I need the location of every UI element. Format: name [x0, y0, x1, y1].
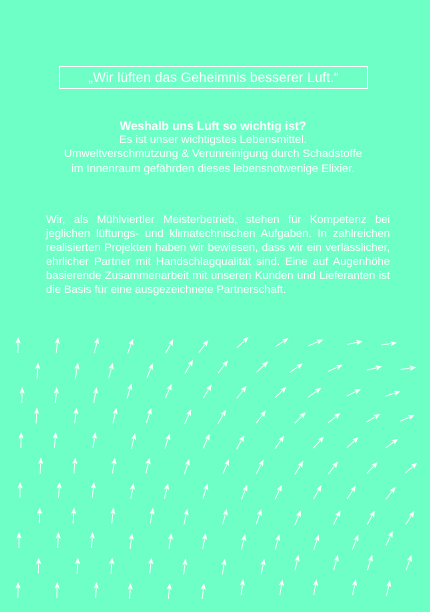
- airflow-arrow-icon: [109, 507, 116, 524]
- airflow-arrow-icon: [234, 434, 246, 451]
- airflow-arrow-icon: [110, 407, 119, 424]
- airflow-arrow-icon: [350, 579, 358, 596]
- airflow-arrow-icon: [38, 457, 44, 473]
- airflow-arrow-icon: [16, 532, 21, 548]
- airflow-arrow-icon: [384, 437, 400, 451]
- airflow-arrow-icon: [162, 433, 172, 450]
- airflow-arrow-icon: [128, 483, 136, 500]
- airflow-arrow-icon: [288, 361, 304, 374]
- airflow-arrow-icon: [220, 508, 229, 525]
- airflow-arrow-icon: [34, 407, 40, 423]
- airflow-arrow-icon: [36, 557, 42, 573]
- airflow-arrow-icon: [106, 362, 115, 379]
- airflow-arrow-icon: [331, 554, 340, 571]
- airflow-arrow-icon: [254, 508, 264, 525]
- airflow-arrow-icon: [307, 386, 323, 400]
- airflow-arrow-icon: [216, 359, 230, 375]
- airflow-arrow-icon: [201, 433, 212, 450]
- airflow-arrow-icon: [311, 534, 321, 551]
- airflow-arrow-icon: [125, 383, 135, 400]
- airflow-arrow-icon: [71, 457, 78, 473]
- airflow-arrow-icon: [125, 338, 135, 355]
- airflow-arrow-icon: [127, 583, 133, 599]
- airflow-arrow-icon: [235, 335, 250, 350]
- airflow-arrow-icon: [326, 460, 340, 476]
- airflow-arrow-icon: [404, 510, 417, 526]
- airflow-arrow-icon: [52, 432, 58, 448]
- airflow-arrow-icon: [147, 557, 154, 573]
- airflow-arrow-icon: [235, 384, 249, 400]
- airflow-arrow-icon: [201, 383, 214, 399]
- airflow-arrow-icon: [19, 387, 25, 403]
- airflow-arrow-icon: [200, 533, 208, 550]
- airflow-arrow-icon: [273, 484, 284, 501]
- airflow-arrow-icon: [400, 365, 417, 372]
- airflow-arrow-icon: [70, 507, 76, 523]
- airflow-arrow-icon: [311, 484, 323, 500]
- airflow-arrow-icon: [311, 579, 319, 596]
- airflow-arrow-icon: [37, 507, 43, 523]
- airflow-arrow-icon: [166, 583, 173, 599]
- airflow-arrow-icon: [384, 580, 393, 597]
- airflow-arrow-icon: [200, 583, 207, 599]
- airflow-arrow-icon: [72, 407, 79, 424]
- airflow-arrow-icon: [197, 338, 211, 354]
- airflow-arrow-icon: [183, 358, 196, 374]
- airflow-arrow-icon: [365, 554, 375, 571]
- airflow-arrow-icon: [162, 483, 171, 500]
- airflow-arrow-icon: [110, 457, 118, 474]
- airflow-arrow-icon: [18, 432, 24, 448]
- airflow-arrow-icon: [89, 532, 95, 548]
- airflow-arrow-icon: [220, 458, 231, 475]
- airflow-arrow-icon: [255, 359, 270, 374]
- airflow-arrow-icon: [273, 534, 282, 551]
- airflow-arrow-icon: [273, 385, 288, 400]
- airflow-arrow-icon: [90, 432, 98, 449]
- airflow-arrow-icon: [166, 533, 174, 550]
- airflow-arrow-icon: [385, 389, 402, 399]
- airflow-arrow-icon: [347, 339, 364, 347]
- airflow-arrow-icon: [182, 458, 192, 475]
- airflow-arrow-icon: [75, 557, 81, 573]
- airflow-arrow-icon: [55, 532, 61, 548]
- airflow-arrow-icon: [163, 383, 174, 400]
- airflow-arrow-icon: [404, 554, 414, 571]
- intro-line: im Innenraum gefährden dieses lebensnotwenige Elixier.: [71, 162, 355, 175]
- airflow-arrow-icon: [326, 411, 342, 425]
- airflow-arrow-icon: [384, 485, 398, 501]
- airflow-arrow-icon: [239, 534, 248, 551]
- airflow-arrow-icon: [273, 434, 286, 450]
- airflow-arrow-icon: [144, 362, 155, 379]
- airflow-arrow-icon: [181, 508, 189, 525]
- airflow-arrow-icon: [381, 340, 398, 347]
- airflow-arrow-icon: [274, 336, 290, 349]
- airflow-arrow-icon: [254, 458, 266, 475]
- airflow-arrow-icon: [92, 337, 101, 354]
- airflow-arrow-icon: [384, 530, 395, 547]
- airflow-arrow-icon: [365, 460, 380, 475]
- airflow-arrow-icon: [220, 558, 228, 575]
- airflow-arrow-icon: [331, 509, 343, 526]
- airflow-arrow-icon: [144, 407, 154, 424]
- intro-line: Es ist unser wichtigstes Lebensmittel.: [119, 134, 307, 147]
- airflow-arrow-icon: [345, 435, 360, 450]
- airflow-arrow-icon: [163, 338, 175, 355]
- airflow-arrow-icon: [238, 579, 245, 596]
- airflow-arrow-icon: [366, 364, 383, 373]
- airflow-arrow-icon: [292, 509, 303, 526]
- airflow-arrow-icon: [327, 362, 344, 373]
- airflow-arrow-icon: [239, 484, 250, 501]
- intro-heading: Weshalb uns Luft so wichtig ist?: [119, 119, 307, 133]
- airflow-arrow-icon: [17, 482, 22, 498]
- airflow-arrow-icon: [128, 533, 135, 549]
- airflow-arrow-icon: [346, 387, 363, 399]
- airflow-arrow-icon: [129, 433, 138, 450]
- airflow-arrow-icon: [91, 387, 99, 404]
- airflow-arrow-icon: [53, 387, 60, 403]
- airflow-arrow-icon: [15, 337, 21, 353]
- airflow-arrow-icon: [56, 482, 62, 498]
- airflow-arrow-icon: [350, 534, 361, 551]
- airflow-arrow-icon: [182, 408, 193, 425]
- intro-line: Umweltverschmutzung & Verunreinigung durch Schadstoffe: [63, 148, 363, 161]
- airflow-arrow-icon: [216, 408, 228, 424]
- airflow-arrow-icon: [365, 509, 377, 526]
- airflow-arrow-icon: [345, 484, 358, 500]
- airflow-arrow-icon: [181, 558, 188, 575]
- airflow-arrow-icon: [34, 362, 40, 378]
- airflow-arrow-icon: [90, 482, 97, 498]
- airflow-arrow-icon: [293, 460, 306, 476]
- company-description: Wir, als Mühlviertler Meisterbetrieb, stehen für Kompetenz bei jeglichen lüftungs- und klimatechnischen Aufgaben. In zahlreichen realisierten Projekten haben wir bewiesen, dass wir ein verlässlicher, ehrlicher Partner mit Handschlagqualität sind. Eine auf Augenhöhe basierende Zusammenarbeit mit unseren Kunden und Lieferanten ist die Basis für eine ausgezeichnete Partnerschaft.: [46, 214, 390, 297]
- airflow-arrow-icon: [403, 461, 419, 475]
- airflow-arrow-icon: [143, 457, 152, 474]
- airflow-arrow-icon: [399, 413, 416, 424]
- airflow-arrow-icon: [93, 582, 99, 598]
- airflow-arrow-icon: [259, 558, 267, 575]
- airflow-arrow-icon: [148, 507, 156, 524]
- airflow-arrow-icon: [15, 582, 20, 598]
- airflow-arrow-icon: [200, 483, 210, 500]
- airflow-arrow-icon: [277, 579, 285, 596]
- airflow-arrow-icon: [311, 435, 326, 450]
- airflow-arrow-icon: [308, 337, 325, 348]
- airflow-arrow-icon: [54, 337, 61, 354]
- airflow-arrow-icon: [365, 412, 381, 425]
- airflow-arrow-icon: [54, 582, 60, 598]
- airflow-arrow-icon: [73, 362, 81, 379]
- tagline-text: „Wir lüften das Geheimnis besserer Luft.“: [88, 70, 339, 85]
- airflow-arrow-icon: [293, 410, 308, 425]
- airflow-arrow-icon: [108, 557, 114, 573]
- airflow-arrow-icon: [254, 409, 268, 425]
- airflow-arrow-icon: [292, 554, 301, 571]
